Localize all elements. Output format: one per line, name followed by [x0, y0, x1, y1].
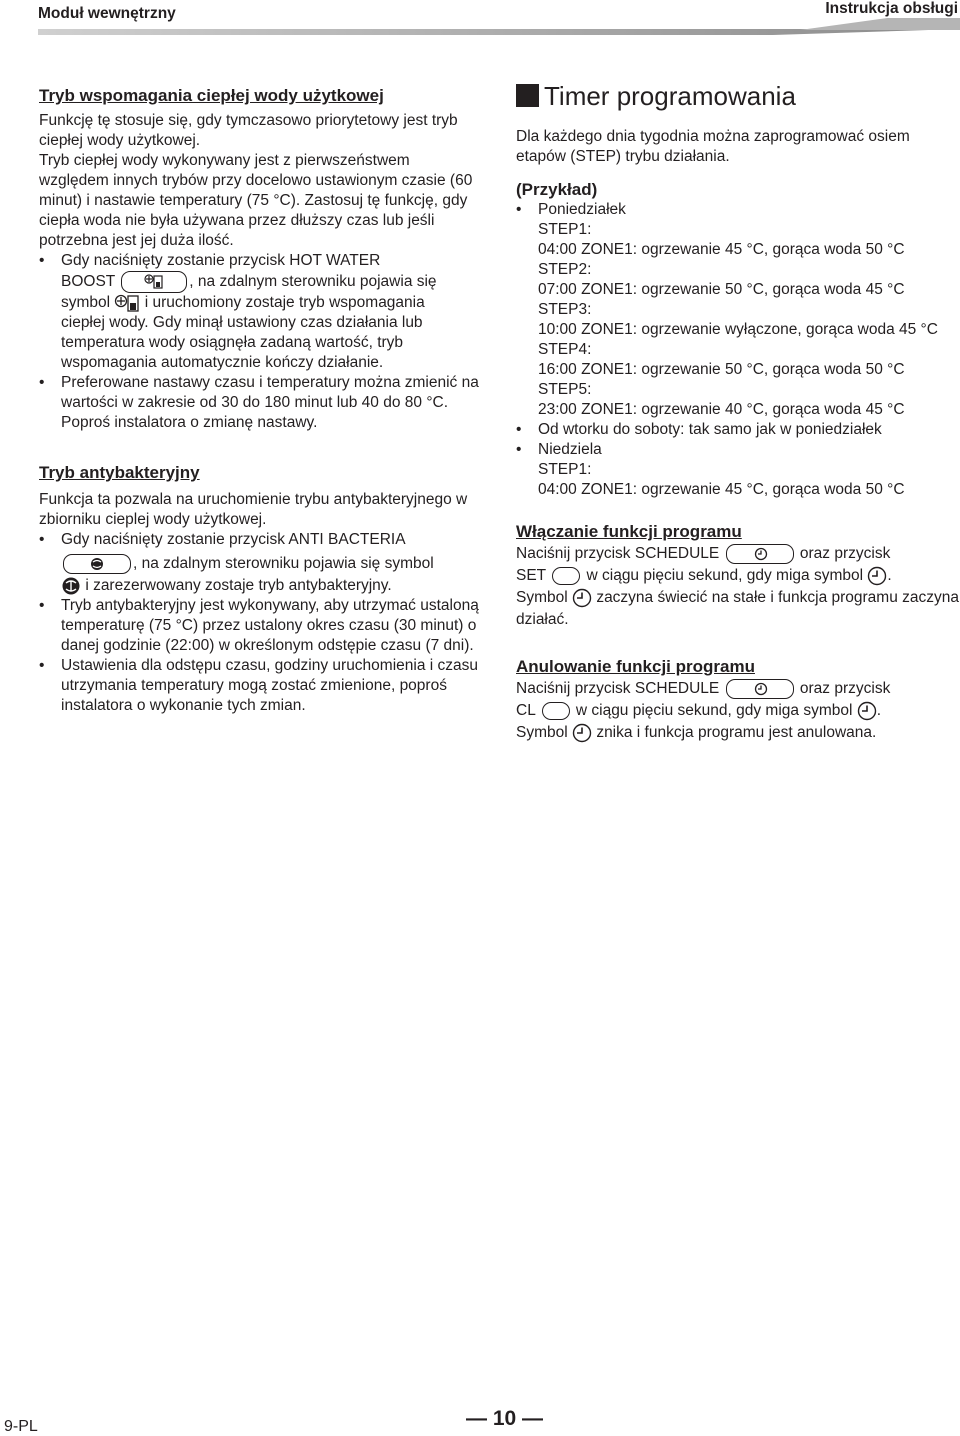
- antibac-title: Tryb antybakteryjny: [39, 463, 200, 483]
- antibac-bullet-3-text: Ustawienia dla odstępu czasu, godziny uruchomienia i czasu utrzymania temperatury mogą zostać zmienione, poproś instalatora o wykonanie tych zmian.: [61, 657, 479, 715]
- enable-line3-b: zaczyna świecić na stałe i funkcja programu zaczyna działać.: [516, 589, 960, 628]
- cancel-title: Anulowanie funkcji programu: [516, 657, 755, 676]
- clock-icon: [754, 547, 768, 561]
- step-text: 10:00 ZONE1: ogrzewanie wyłączone, gorąca woda 45 °C: [538, 321, 938, 338]
- step-label: STEP2:: [538, 261, 592, 278]
- hotwater-bullet-1-text-e: i uruchomiony zostaje tryb wspomagania: [144, 294, 425, 312]
- sunday-label: Niedziela: [538, 441, 602, 458]
- sunday-step-text: 04:00 ZONE1: ogrzewanie 45 °C, gorąca woda 50 °C: [538, 481, 905, 498]
- sunday-bullet: [516, 440, 960, 460]
- hotwater-bullet-1-text-b: BOOST: [61, 273, 115, 291]
- enable-line2-b: w ciągu pięciu sekund, gdy miga symbol: [586, 567, 864, 584]
- enable-line2-a: SET: [516, 567, 546, 584]
- right-column: [516, 80, 960, 744]
- hotwater-bullet-2: [39, 373, 479, 433]
- schedule-button: [726, 544, 794, 564]
- hotwater-para2: Tryb ciepłej wody wykonywany jest z pierwszeństwem względem innych trybów przy docelowo ustawionym czasie (60 minut) i nastawie temperatury (75 °C). Zastosuj tę funkcję, gdy ciepła woda nie była używana przez dłuższy czas lub jeśli potrzebna jest jej duża ilość.: [39, 152, 473, 249]
- antibac-bullet-1-text-a: Gdy naciśnięty zostanie przycisk ANTI BACTERIA: [61, 531, 406, 549]
- section-square-marker: [516, 84, 539, 107]
- antibac-bullet-1-text-b: , na zdalnym sterowniku pojawia się symbol: [133, 555, 434, 573]
- page-number: — 10 —: [466, 1407, 544, 1430]
- anti-bacteria-symbol-icon: [61, 576, 81, 596]
- header-left-title: Moduł wewnętrzny: [38, 5, 176, 22]
- hotwater-bullet-1: [39, 251, 479, 373]
- hot-water-boost-symbol-icon: [114, 293, 140, 313]
- cl-button: [542, 702, 570, 720]
- enable-line1-b: oraz przycisk: [799, 545, 891, 562]
- timer-symbol-icon: [857, 701, 877, 721]
- enable-title: Włączanie funkcji programu: [516, 522, 742, 541]
- hotwater-bullet-2-text: Preferowane nastawy czasu i temperatury można zmienić na wartości w zakresie od 30 do 180 minut lub 40 do 80 °C. Poproś instalatora o zmianę nastawy.: [61, 374, 479, 432]
- cancel-line3-b: znika i funkcja programu jest anulowana.: [596, 724, 877, 741]
- header-right-title: Instrukcja obsługi: [815, 0, 960, 18]
- enable-text: Naciśnij przycisk SCHEDULE oraz przycisk SET w ciągu pięciu sekund, gdy miga symbol . Symbol zaczyna świecić na stałe i funkcja programu zaczyna działać.: [516, 545, 960, 628]
- cancel-text: Naciśnij przycisk SCHEDULE oraz przycisk CL w ciągu pięciu sekund, gdy miga symbol . Symbol znika i funkcja programu jest anulowana.: [516, 680, 891, 741]
- cancel-line3-a: Symbol: [516, 724, 568, 741]
- set-button: [552, 567, 580, 585]
- monday-bullet: [516, 200, 960, 220]
- enable-line3-a: Symbol: [516, 589, 568, 606]
- step-text: 04:00 ZONE1: ogrzewanie 45 °C, gorąca woda 50 °C: [538, 241, 905, 258]
- monday-label: Poniedziałek: [538, 201, 626, 218]
- step-text: 07:00 ZONE1: ogrzewanie 50 °C, gorąca woda 45 °C: [538, 281, 905, 298]
- step-text: 16:00 ZONE1: ogrzewanie 50 °C, gorąca woda 50 °C: [538, 361, 905, 378]
- hotwater-para1: Funkcję tę stosuje się, gdy tymczasowo priorytetowy jest tryb ciepłej wody użytkowej.: [39, 112, 458, 149]
- footer-code: 9-PL: [4, 1418, 38, 1435]
- cancel-line1-a: Naciśnij przycisk SCHEDULE: [516, 680, 720, 697]
- step-label: STEP5:: [538, 381, 592, 398]
- hot-water-boost-button: [121, 271, 187, 293]
- timer-symbol-icon: [867, 566, 887, 586]
- step-label: STEP3:: [538, 301, 592, 318]
- antibac-bullet-3: [39, 656, 479, 716]
- hotwater-title: Tryb wspomagania ciepłej wody użytkowej: [39, 86, 384, 105]
- cancel-line2-b: w ciągu pięciu sekund, gdy miga symbol: [575, 702, 853, 719]
- antibac-bullet-1-text-c: i zarezerwowany zostaje tryb antybakteryjny.: [85, 577, 392, 595]
- enable-line1-a: Naciśnij przycisk SCHEDULE: [516, 545, 720, 562]
- hotwater-bullet-1-text-c: , na zdalnym sterowniku pojawia się: [189, 273, 437, 291]
- step-label: STEP4:: [538, 341, 592, 358]
- antibac-bullet-1: [39, 530, 479, 596]
- tue-sat-bullet: [516, 420, 960, 440]
- sunday-step-label: STEP1:: [538, 461, 592, 478]
- cancel-line2-a: CL: [516, 702, 536, 719]
- clock-icon: [754, 682, 768, 696]
- antibac-bullet-2-text: Tryb antybakteryjny jest wykonywany, aby utrzymać ustaloną temperaturę (75 °C) przez ustalony okres czasu (30 minut) o danej godzinie (22:00) w określonym odstępie czasu (7 dni).: [61, 597, 479, 655]
- hotwater-bullet-1-text-a: Gdy naciśnięty zostanie przycisk HOT WATER: [61, 252, 381, 269]
- anti-bacteria-button: [63, 554, 131, 574]
- timer-title-text: Timer programowania: [544, 81, 796, 111]
- monday-steps: [516, 220, 960, 420]
- cancel-line1-b: oraz przycisk: [799, 680, 891, 697]
- antibac-para: Funkcja ta pozwala na uruchomienie trybu antybakteryjnego w zbiorniku cieplej wody użytkowej.: [39, 491, 468, 529]
- step-text: 23:00 ZONE1: ogrzewanie 40 °C, gorąca woda 45 °C: [538, 401, 905, 418]
- example-label: (Przykład): [516, 180, 598, 199]
- antibac-bullet-2: [39, 596, 479, 656]
- hot-water-boost-icon: [144, 273, 164, 291]
- hotwater-bullet-1-text-f: ciepłej wody. Gdy minął ustawiony czas działania lub temperatura wody osiągnęła zadaną wartość, tryb wspomagania automatycznie kończy działanie.: [61, 314, 423, 372]
- timer-symbol-icon: [572, 588, 592, 608]
- hotwater-bullet-1-text-d: symbol: [61, 294, 111, 312]
- timer-intro: Dla każdego dnia tygodnia można zaprogramować osiem etapów (STEP) trybu działania.: [516, 128, 910, 165]
- anti-bacteria-icon: [89, 556, 105, 572]
- timer-symbol-icon: [572, 723, 592, 743]
- step-label: STEP1:: [538, 221, 592, 238]
- tue-sat-text: Od wtorku do soboty: tak samo jak w poniedziałek: [538, 421, 882, 438]
- schedule-button: [726, 679, 794, 699]
- left-column: [39, 85, 479, 716]
- timer-section-title: [516, 80, 960, 112]
